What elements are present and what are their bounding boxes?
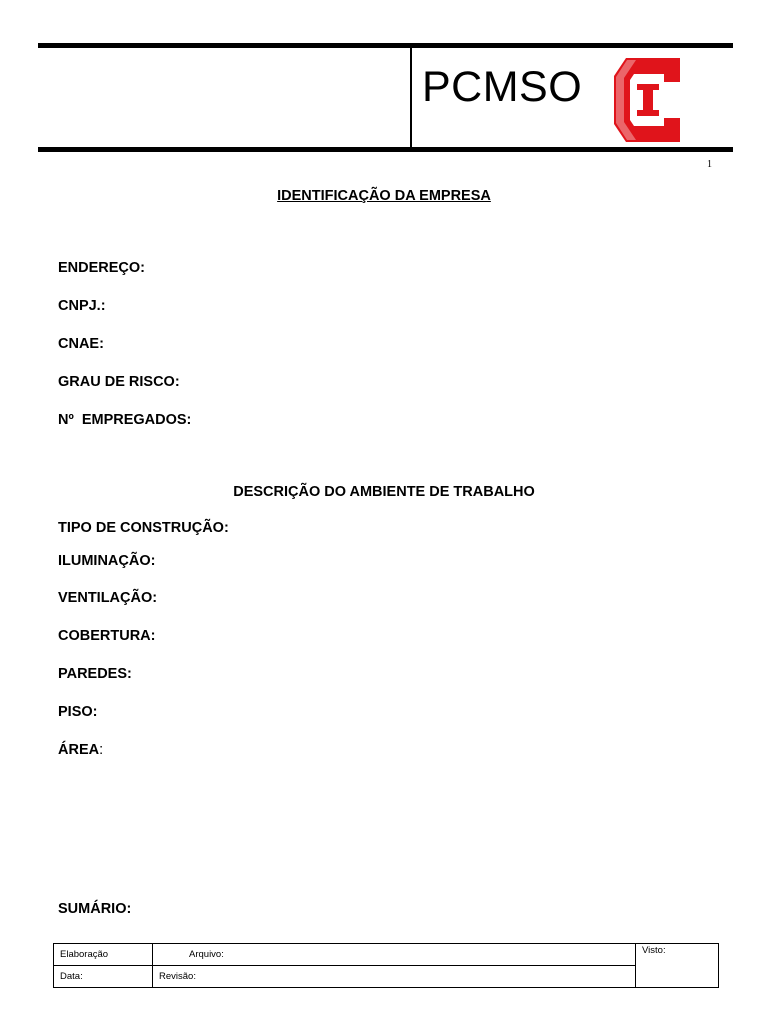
ventilation-label: VENTILAÇÃO:	[58, 590, 158, 606]
document-title: PCMSO	[422, 63, 583, 111]
elaboracao-cell: Elaboração	[54, 944, 153, 966]
roofing-label: COBERTURA:	[58, 628, 156, 644]
work-environment-heading: DESCRIÇÃO DO AMBIENTE DE TRABALHO	[233, 484, 535, 500]
area-label	[58, 742, 103, 758]
cnpj-label: CNPJ.:	[58, 298, 106, 314]
risk-grade-label: GRAU DE RISCO:	[58, 374, 180, 390]
header-divider	[410, 48, 412, 147]
revisao-cell: Revisão:	[153, 966, 636, 988]
ci-logo-icon	[610, 54, 686, 146]
lighting-label: ILUMINAÇÃO:	[58, 553, 156, 569]
summary-label: SUMÁRIO:	[58, 901, 132, 917]
arquivo-label: Arquivo:	[189, 949, 224, 960]
area-label-text: ÁREA	[58, 742, 100, 758]
construction-type-label: TIPO DE CONSTRUÇÃO:	[58, 520, 229, 536]
visto-cell: Visto:	[636, 944, 719, 988]
header-bottom-rule	[38, 147, 733, 152]
header-top-rule	[38, 43, 733, 48]
cnae-label: CNAE:	[58, 336, 104, 352]
document-control-table	[53, 943, 719, 988]
page-number: 1	[707, 159, 712, 170]
table-row	[54, 966, 719, 988]
floor-label: PISO:	[58, 704, 98, 720]
walls-label: PAREDES:	[58, 666, 132, 682]
area-label-colon: :	[99, 742, 104, 758]
data-cell: Data:	[54, 966, 153, 988]
arquivo-cell	[153, 944, 636, 966]
table-row	[54, 944, 719, 966]
company-identification-heading: IDENTIFICAÇÃO DA EMPRESA	[277, 188, 491, 204]
employee-count-label: Nº EMPREGADOS:	[58, 412, 192, 428]
address-label: ENDEREÇO:	[58, 260, 146, 276]
